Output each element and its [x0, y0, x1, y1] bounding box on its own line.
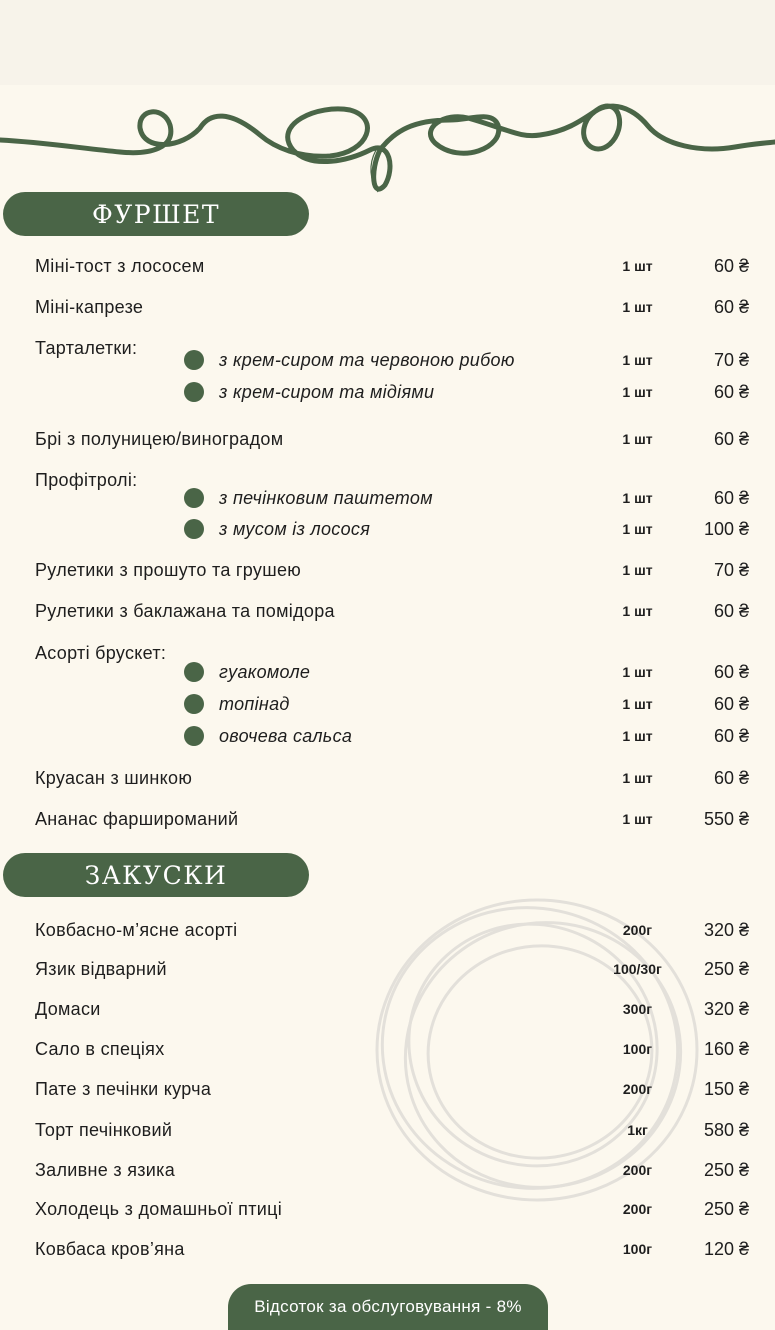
item-price: 320 ₴ — [703, 920, 749, 940]
group-name: Профітролі: — [35, 470, 138, 490]
menu-item — [0, 294, 775, 320]
item-qty: 1 шт — [622, 664, 653, 680]
section-header-furshet — [3, 192, 309, 236]
item-price: 70 ₴ — [713, 560, 749, 580]
item-qty: 100/30г — [613, 961, 662, 977]
menu-sub-item — [0, 347, 775, 373]
item-qty: 1 шт — [622, 258, 653, 274]
item-price: 320 ₴ — [703, 999, 749, 1019]
menu-item — [0, 765, 775, 791]
item-qty: 200г — [622, 1201, 653, 1217]
group-name: Тарталетки: — [35, 338, 138, 358]
item-price: 580 ₴ — [703, 1120, 749, 1140]
item-qty: 1 шт — [622, 384, 653, 400]
item-price: 250 ₴ — [703, 959, 749, 979]
sub-item-name: з крем-сиром та мідіями — [219, 382, 435, 402]
item-name: Домаси — [35, 999, 101, 1019]
item-price: 100 ₴ — [703, 519, 749, 539]
menu-sub-item — [0, 659, 775, 685]
item-qty: 200г — [622, 1162, 653, 1178]
menu-sub-item — [0, 516, 775, 542]
menu-item — [0, 956, 775, 982]
item-price: 60 ₴ — [713, 694, 749, 714]
menu-item — [0, 253, 775, 279]
menu-item — [0, 1117, 775, 1143]
menu-item — [0, 1236, 775, 1262]
menu-sub-item — [0, 485, 775, 511]
sub-item-name: з крем-сиром та червоною рибою — [219, 350, 515, 370]
menu-item — [0, 1076, 775, 1102]
sub-item-name: з печінковим паштетом — [219, 488, 433, 508]
section-header-zakusky — [3, 853, 309, 897]
section-title: ЗАКУСКИ — [84, 860, 228, 890]
item-price: 60 ₴ — [713, 726, 749, 746]
menu-item — [0, 426, 775, 452]
item-qty: 1 шт — [622, 603, 653, 619]
item-price: 160 ₴ — [703, 1039, 749, 1059]
item-price: 60 ₴ — [713, 488, 749, 508]
menu-item — [0, 1196, 775, 1222]
item-price: 250 ₴ — [703, 1199, 749, 1219]
item-name: Ковбаса кров’яна — [35, 1239, 185, 1259]
item-name: Міні-тост з лососем — [35, 256, 205, 276]
item-qty: 1кг — [627, 1122, 648, 1138]
menu-item — [0, 1036, 775, 1062]
item-name: Торт печінковий — [35, 1120, 173, 1140]
item-qty: 1 шт — [622, 490, 653, 506]
section-title: ФУРШЕТ — [91, 199, 221, 229]
item-qty: 1 шт — [622, 521, 653, 537]
item-qty: 1 шт — [622, 770, 653, 786]
item-price: 60 ₴ — [713, 601, 749, 621]
item-qty: 100г — [622, 1241, 653, 1257]
item-name: Рулетики з баклажана та помідора — [35, 601, 335, 621]
item-qty: 1 шт — [622, 299, 653, 315]
bullet-dot-icon — [184, 382, 204, 402]
item-name: Міні-капрезе — [35, 297, 144, 317]
bullet-dot-icon — [184, 726, 204, 746]
item-qty: 1 шт — [622, 728, 653, 744]
item-name: Ананас фаршироманий — [35, 809, 239, 829]
item-qty: 1 шт — [622, 811, 653, 827]
item-price: 60 ₴ — [713, 256, 749, 276]
menu-item — [0, 598, 775, 624]
item-price: 550 ₴ — [703, 809, 749, 829]
item-name: Рулетики з прошуто та грушею — [35, 560, 302, 580]
bullet-dot-icon — [184, 519, 204, 539]
bullet-dot-icon — [184, 694, 204, 714]
item-name: Ковбасно-м’ясне асорті — [35, 920, 238, 940]
item-qty: 1 шт — [622, 562, 653, 578]
menu-item — [0, 917, 775, 943]
item-name: Холодець з домашньої птиці — [35, 1199, 283, 1219]
item-price: 60 ₴ — [713, 382, 749, 402]
decorative-flourish-icon — [0, 80, 775, 195]
item-price: 250 ₴ — [703, 1160, 749, 1180]
item-name: Брі з полуницею/виноградом — [35, 429, 284, 449]
group-name: Асорті брускет: — [35, 643, 167, 663]
service-charge-note: Відсоток за обслуговування - 8% — [228, 1284, 548, 1330]
menu-item — [0, 996, 775, 1022]
item-name: Сало в спеціях — [35, 1039, 165, 1059]
item-qty: 200г — [622, 922, 653, 938]
item-price: 70 ₴ — [713, 350, 749, 370]
menu-item — [0, 1157, 775, 1183]
item-qty: 1 шт — [622, 431, 653, 447]
bullet-dot-icon — [184, 350, 204, 370]
item-qty: 100г — [622, 1041, 653, 1057]
menu-sub-item — [0, 691, 775, 717]
item-price: 60 ₴ — [713, 662, 749, 682]
sub-item-name: гуакомоле — [219, 662, 311, 682]
sub-item-name: овочева сальса — [219, 726, 353, 746]
item-name: Круасан з шинкою — [35, 768, 193, 788]
item-name: Язик відварний — [35, 959, 167, 979]
item-qty: 1 шт — [622, 352, 653, 368]
item-qty: 1 шт — [622, 696, 653, 712]
item-price: 150 ₴ — [703, 1079, 749, 1099]
bullet-dot-icon — [184, 488, 204, 508]
sub-item-name: з мусом із лосося — [219, 519, 371, 539]
sub-item-name: топінад — [219, 694, 290, 714]
item-price: 120 ₴ — [703, 1239, 749, 1259]
item-qty: 200г — [622, 1081, 653, 1097]
top-band — [0, 0, 775, 85]
item-qty: 300г — [622, 1001, 653, 1017]
item-name: Пате з печінки курча — [35, 1079, 212, 1099]
menu-item — [0, 806, 775, 832]
item-price: 60 ₴ — [713, 768, 749, 788]
menu-sub-item — [0, 723, 775, 749]
item-price: 60 ₴ — [713, 297, 749, 317]
item-name: Заливне з язика — [35, 1160, 176, 1180]
item-price: 60 ₴ — [713, 429, 749, 449]
menu-sub-item — [0, 379, 775, 405]
bullet-dot-icon — [184, 662, 204, 682]
menu-item — [0, 557, 775, 583]
